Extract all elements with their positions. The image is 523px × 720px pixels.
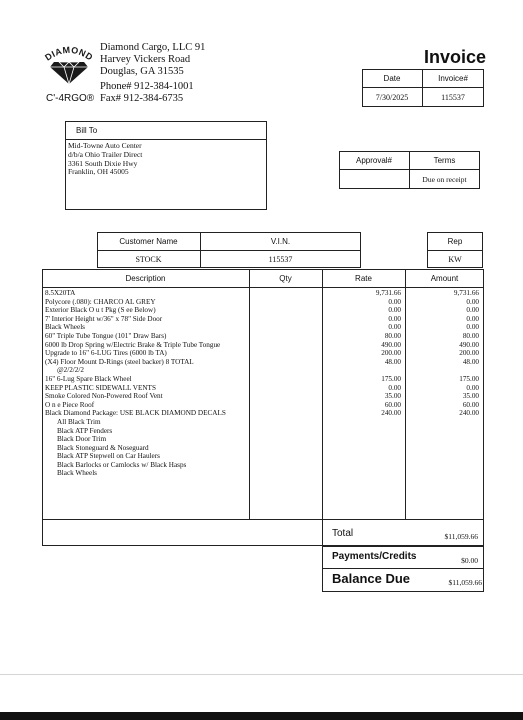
terms-label: Terms — [433, 155, 456, 165]
line-item-amount — [407, 435, 479, 444]
line-item-description: Black Stoneguard & Noseguard — [57, 443, 149, 452]
line-item-rate — [324, 427, 401, 436]
line-item-amount: 175.00 — [459, 374, 479, 383]
line-item-description: 6000 lb Drop Spring w/Electric Brake & Triple Tube Tongue — [45, 340, 221, 349]
payments-label: Payments/Credits — [332, 551, 417, 562]
line-item-description: All Black Trim — [57, 417, 101, 426]
line-item-amount — [407, 452, 479, 461]
balance-due-value: $11,059.66 — [448, 578, 482, 587]
line-item-amount: 48.00 — [462, 357, 479, 366]
diamond-logo-icon — [38, 40, 100, 84]
rate-column — [324, 289, 401, 478]
bill-to-line: Franklin, OH 45005 — [68, 167, 129, 177]
line-item-description: Black Wheels — [45, 323, 85, 332]
company-contact — [100, 81, 194, 105]
bill-to-address — [68, 142, 142, 177]
line-item-rate — [324, 452, 401, 461]
page-divider — [0, 674, 523, 675]
line-item-rate: 35.00 — [384, 392, 401, 401]
line-item-amount: 0.00 — [466, 323, 479, 332]
line-item-description: Black Diamond Package: USE BLACK DIAMOND DECALS — [45, 409, 226, 418]
company-name: Diamond Cargo, LLC 91 — [100, 42, 206, 53]
vin-value: 115537 — [268, 254, 293, 264]
amount-column — [407, 289, 479, 478]
line-item-description: O n e Piece Roof — [45, 400, 95, 409]
company-address — [100, 42, 205, 78]
column-header-qty: Qty — [279, 273, 292, 283]
line-item-amount — [407, 444, 479, 453]
line-item-amount: 490.00 — [459, 340, 479, 349]
line-item-rate — [324, 461, 401, 470]
terms-value: Due on receipt — [422, 174, 467, 184]
total-value: $11,059.66 — [444, 532, 478, 541]
balance-due-label: Balance Due — [332, 571, 411, 586]
line-item-description: Upgrade to 16" 6-LUG Tires (6000 lb TA) — [45, 349, 167, 358]
line-item-amount: 0.00 — [466, 306, 479, 315]
line-item-amount — [407, 418, 479, 427]
invoice-number: 115537 — [441, 92, 465, 102]
line-item-amount: 80.00 — [462, 331, 479, 340]
company-city: Douglas, GA 31535 — [100, 66, 184, 77]
line-item-amount: 0.00 — [466, 383, 479, 392]
invoice-date: 7/30/2025 — [375, 92, 409, 102]
approval-value — [339, 169, 409, 189]
line-item-amount: 240.00 — [459, 409, 479, 418]
line-item-description: Smoke Colored Non-Powered Roof Vent — [45, 392, 163, 401]
line-item-rate: 80.00 — [384, 331, 401, 340]
line-item-description: (X4) Floor Mount D-Rings (steel backer) 8 TOTAL — [45, 357, 194, 366]
bill-to-line: 3361 South Dixie Hwy — [68, 158, 138, 168]
line-item-rate — [324, 469, 401, 478]
line-item-amount — [407, 427, 479, 436]
line-item-rate: 60.00 — [384, 400, 401, 409]
column-header-rate: Rate — [355, 273, 372, 283]
invoice-number-label: Invoice# — [438, 73, 468, 83]
line-item-rate: 0.00 — [388, 383, 401, 392]
company-phone: Phone# 912-384-1001 — [100, 81, 194, 92]
line-item-rate: 9,731.66 — [375, 289, 401, 297]
line-item-description: @2/2/2/2 — [57, 366, 84, 375]
line-item-description: 16" 6-Lug Spare Black Wheel — [45, 374, 132, 383]
line-item-amount — [407, 366, 479, 375]
line-item-rate — [324, 435, 401, 444]
line-item-rate: 240.00 — [381, 409, 401, 418]
approval-label: Approval# — [355, 155, 393, 165]
line-item-amount: 60.00 — [462, 400, 479, 409]
line-item-amount: 200.00 — [459, 349, 479, 358]
line-item-description: 7' Interior Height w/36" x 78" Side Door — [45, 314, 163, 323]
page-bottom-edge — [0, 712, 523, 720]
line-item-amount: 9,731.66 — [453, 289, 479, 297]
line-item-rate: 0.00 — [388, 314, 401, 323]
line-item-description: 60" Triple Tube Tongue (101" Draw Bars) — [45, 331, 167, 340]
line-item-description: Exterior Black O u t Pkg (S ee Below) — [45, 306, 156, 315]
line-item-rate: 200.00 — [381, 349, 401, 358]
logo-top-text: DIAMOND — [43, 44, 95, 63]
line-item-rate: 48.00 — [384, 357, 401, 366]
line-item-rate — [324, 444, 401, 453]
line-item-amount — [407, 461, 479, 470]
line-item-description: Black ATP Fenders — [57, 426, 113, 435]
line-item-description: 8.5X20TA — [45, 289, 76, 297]
line-item-description: Black Barlocks or Camlocks w/ Black Hasps — [57, 460, 187, 469]
line-item-description: Black ATP Stepwell on Car Haulers — [57, 452, 160, 461]
line-item-rate — [324, 418, 401, 427]
line-item-rate: 0.00 — [388, 323, 401, 332]
column-header-amount: Amount — [430, 273, 459, 283]
line-item-description: Black Door Trim — [57, 435, 107, 444]
description-column — [45, 289, 250, 478]
line-item-description: Black Wheels — [57, 469, 97, 478]
line-item-description: Polycore (.080): CHARCO AL GREY — [45, 297, 156, 306]
line-item-amount: 0.00 — [466, 297, 479, 306]
rep-label: Rep — [447, 236, 463, 246]
line-item-rate: 490.00 — [381, 340, 401, 349]
customer-name-label: Customer Name — [119, 236, 178, 246]
logo-bottom-text: C'-4RGO® — [46, 93, 95, 104]
line-item-rate — [324, 366, 401, 375]
bill-to-line: Mid-Towne Auto Center — [68, 141, 142, 150]
line-item-rate: 0.00 — [388, 297, 401, 306]
company-fax: Fax# 912-384-6735 — [100, 93, 184, 104]
company-street: Harvey Vickers Road — [100, 54, 191, 65]
line-item-amount: 35.00 — [462, 392, 479, 401]
payments-value: $0.00 — [461, 556, 478, 565]
line-item-rate: 175.00 — [381, 374, 401, 383]
line-item-amount — [407, 469, 479, 478]
line-item-amount: 0.00 — [466, 314, 479, 323]
svg-text:DIAMOND — [43, 45, 95, 63]
bill-to-label: Bill To — [76, 126, 98, 135]
vin-label: V.I.N. — [270, 236, 291, 246]
bill-to-line: d/b/a Ohio Trailer Direct — [68, 149, 143, 159]
line-item-rate: 0.00 — [388, 306, 401, 315]
invoice-title: Invoice — [424, 47, 487, 67]
date-label: Date — [383, 73, 401, 83]
customer-name: STOCK — [135, 254, 162, 264]
rep-value: KW — [448, 254, 462, 264]
column-header-description: Description — [125, 273, 166, 283]
line-item-description: KEEP PLASTIC SIDEWALL VENTS — [45, 383, 156, 392]
total-label: Total — [332, 528, 354, 539]
